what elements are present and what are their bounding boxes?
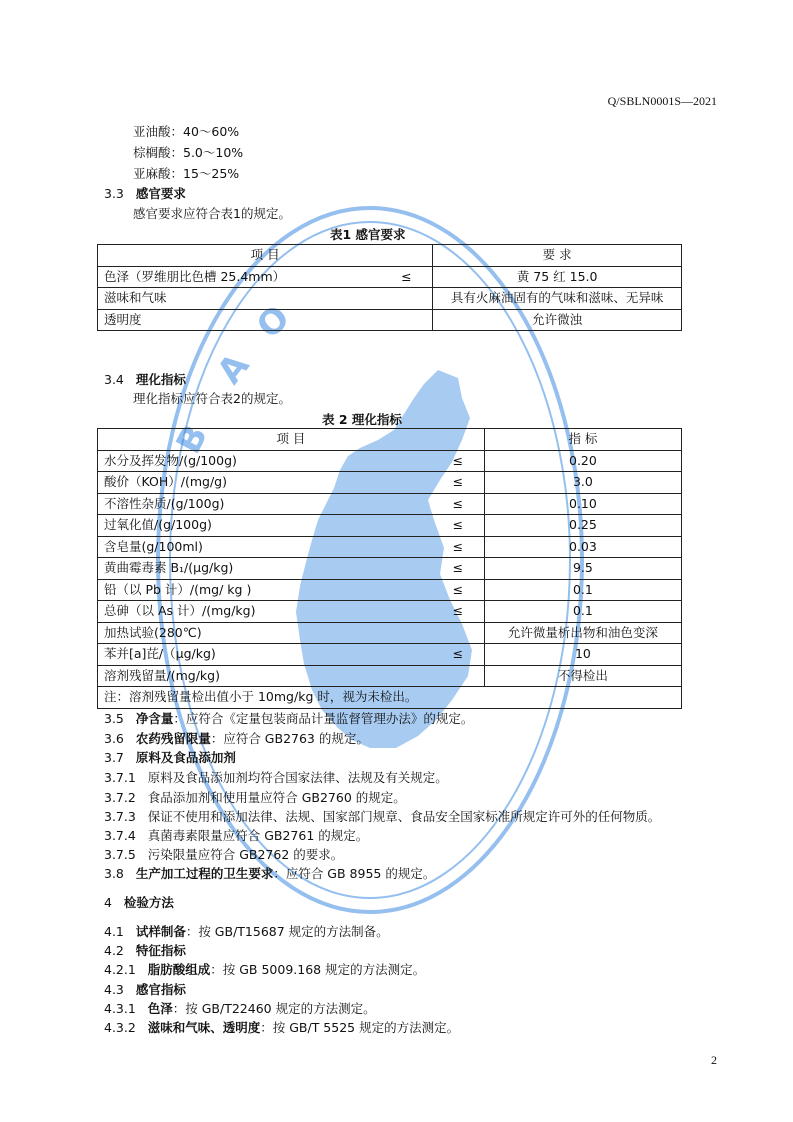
clause-title: 检验方法 bbox=[123, 895, 174, 910]
clause-title: 原料及食品添加剂 bbox=[135, 750, 236, 765]
item-cell: 色泽（罗维朋比色槽 25.4mm） bbox=[98, 266, 381, 288]
operator-cell: ≤ bbox=[432, 601, 485, 623]
clause-3-5 bbox=[104, 709, 473, 727]
clause-title: 特征指标 bbox=[135, 943, 186, 958]
value-cell: 具有火麻油固有的气味和滋味、无异味 bbox=[433, 288, 682, 310]
clause-text: ：按 GB/T 5525 规定的方法测定。 bbox=[260, 1020, 460, 1035]
section-3-4-text: 理化指标应符合表2的规定。 bbox=[133, 391, 291, 406]
clause-title: 滋味和气味、透明度 bbox=[147, 1020, 261, 1035]
clause-3-7-2 bbox=[104, 788, 406, 806]
clause-4-1 bbox=[104, 922, 389, 940]
clause-text: 食品添加剂和使用量应符合 GB2760 的规定。 bbox=[147, 790, 406, 805]
document-number: Q/SBLN0001S—2021 bbox=[607, 94, 717, 108]
clause-number: 3.5 bbox=[104, 711, 124, 726]
clause-text: ：按 GB/T22460 规定的方法测定。 bbox=[172, 1001, 376, 1016]
value-cell: 黄 75 红 15.0 bbox=[433, 266, 682, 288]
value-cell: 不得检出 bbox=[484, 665, 681, 687]
clause-number: 4.1 bbox=[104, 924, 124, 939]
value-cell: 0.20 bbox=[484, 450, 681, 472]
operator-cell bbox=[380, 309, 433, 331]
clause-title: 农药残留限量 bbox=[135, 731, 211, 746]
column-header: 项 目 bbox=[98, 429, 485, 451]
table-row bbox=[98, 622, 682, 644]
clause-4-2 bbox=[104, 941, 186, 959]
table-row bbox=[98, 665, 682, 687]
stamp-letter-b: B bbox=[168, 418, 217, 461]
clause-number: 4.2.1 bbox=[104, 962, 136, 977]
clause-text: ：按 GB/T15687 规定的方法制备。 bbox=[185, 924, 389, 939]
table-row bbox=[98, 450, 682, 472]
value-cell: 0.1 bbox=[484, 601, 681, 623]
clause-number: 4.3 bbox=[104, 982, 124, 997]
item-cell: 不溶性杂质/(g/100g) bbox=[98, 493, 432, 515]
clause-title: 感官指标 bbox=[135, 982, 186, 997]
section-3-3-heading bbox=[104, 184, 186, 202]
clause-4-3-2 bbox=[104, 1018, 459, 1036]
section-3-4-heading bbox=[104, 370, 186, 388]
table-row bbox=[98, 266, 682, 288]
clause-number: 3.7.5 bbox=[104, 847, 136, 862]
clause-3-8 bbox=[104, 864, 435, 882]
item-cell: 水分及挥发物/(g/100g) bbox=[98, 450, 432, 472]
table-row bbox=[98, 288, 682, 310]
item-cell: 含皂量(g/100ml) bbox=[98, 536, 432, 558]
operator-cell: ≤ bbox=[432, 493, 485, 515]
value-cell: 10 bbox=[484, 644, 681, 666]
value-cell: 0.10 bbox=[484, 493, 681, 515]
value-cell: 0.03 bbox=[484, 536, 681, 558]
clause-number: 3.7.2 bbox=[104, 790, 136, 805]
section-title: 感官要求 bbox=[135, 186, 186, 201]
operator-cell: ≤ bbox=[432, 450, 485, 472]
clause-number: 3.7.4 bbox=[104, 828, 136, 843]
clause-number: 4 bbox=[104, 895, 112, 910]
value-cell: 0.1 bbox=[484, 579, 681, 601]
table-header-row bbox=[98, 245, 682, 267]
fatty-acid-line: 亚油酸：40～60% bbox=[133, 124, 240, 139]
operator-cell: ≤ bbox=[432, 515, 485, 537]
table-row bbox=[98, 493, 682, 515]
item-cell: 加热试验(280℃) bbox=[98, 622, 432, 644]
value-cell: 9.5 bbox=[484, 558, 681, 580]
column-header: 指 标 bbox=[484, 429, 681, 451]
page-number: 2 bbox=[711, 1053, 717, 1067]
clause-4 bbox=[104, 893, 174, 911]
clause-4-3 bbox=[104, 980, 186, 998]
clause-3-7-1 bbox=[104, 768, 448, 786]
section-number: 3.3 bbox=[104, 186, 124, 201]
operator-cell bbox=[380, 288, 433, 310]
clause-4-2-1 bbox=[104, 960, 425, 978]
operator-cell: ≤ bbox=[432, 536, 485, 558]
operator-cell bbox=[432, 665, 485, 687]
clause-text: 污染限量应符合 GB2762 的要求。 bbox=[147, 847, 344, 862]
value-cell: 0.25 bbox=[484, 515, 681, 537]
table-row bbox=[98, 601, 682, 623]
fatty-acid-line: 亚麻酸：15～25% bbox=[133, 166, 240, 181]
clause-number: 3.7.3 bbox=[104, 809, 136, 824]
value-cell: 允许微浊 bbox=[433, 309, 682, 331]
stamp-letter-o: O bbox=[249, 297, 298, 347]
table-note: 注：溶剂残留量检出值小于 10mg/kg 时，视为未检出。 bbox=[98, 687, 682, 709]
section-title: 理化指标 bbox=[135, 372, 186, 387]
column-header: 项 目 bbox=[98, 245, 433, 267]
operator-cell: ≤ bbox=[432, 644, 485, 666]
table2-caption: 表 2 理化指标 bbox=[322, 412, 402, 427]
clause-number: 4.2 bbox=[104, 943, 124, 958]
operator-cell: ≤ bbox=[432, 472, 485, 494]
clause-number: 3.8 bbox=[104, 866, 124, 881]
table-row bbox=[98, 644, 682, 666]
fatty-acid-line: 棕榈酸：5.0～10% bbox=[133, 145, 244, 160]
item-cell: 透明度 bbox=[98, 309, 381, 331]
table1-caption: 表1 感官要求 bbox=[330, 227, 406, 242]
clause-title: 生产加工过程的卫生要求 bbox=[135, 866, 274, 881]
clause-text: 原料及食品添加剂均符合国家法律、法规及有关规定。 bbox=[147, 770, 448, 785]
item-cell: 酸价（KOH）/(mg/g) bbox=[98, 472, 432, 494]
clause-3-7-5 bbox=[104, 845, 343, 863]
clause-number: 4.3.1 bbox=[104, 1001, 136, 1016]
table-row bbox=[98, 515, 682, 537]
clause-3-7 bbox=[104, 748, 236, 766]
item-cell: 黄曲霉毒素 B₁/(μg/kg) bbox=[98, 558, 432, 580]
operator-cell: ≤ bbox=[380, 266, 433, 288]
clause-text: ：应符合 GB2763 的规定。 bbox=[210, 731, 369, 746]
clause-text: 保证不使用和添加法律、法规、国家部门规章、食品安全国家标准所规定许可外的任何物质。 bbox=[147, 809, 661, 824]
column-header: 要 求 bbox=[433, 245, 682, 267]
clause-4-3-1 bbox=[104, 999, 376, 1017]
table-header-row bbox=[98, 429, 682, 451]
clause-3-6 bbox=[104, 729, 369, 747]
section-number: 3.4 bbox=[104, 372, 124, 387]
item-cell: 过氧化值/(g/100g) bbox=[98, 515, 432, 537]
value-cell: 3.0 bbox=[484, 472, 681, 494]
operator-cell bbox=[432, 622, 485, 644]
clause-title: 试样制备 bbox=[135, 924, 186, 939]
clause-title: 色泽 bbox=[147, 1001, 173, 1016]
operator-cell: ≤ bbox=[432, 558, 485, 580]
clause-number: 3.7.1 bbox=[104, 770, 136, 785]
clause-number: 3.7 bbox=[104, 750, 124, 765]
clause-title: 净含量 bbox=[135, 711, 174, 726]
table-note-row bbox=[98, 687, 682, 709]
item-cell: 滋味和气味 bbox=[98, 288, 381, 310]
table-row bbox=[98, 309, 682, 331]
physicochemical-table bbox=[97, 428, 682, 709]
value-cell: 允许微量析出物和油色变深 bbox=[484, 622, 681, 644]
clause-3-7-3 bbox=[104, 807, 660, 825]
table-row bbox=[98, 579, 682, 601]
clause-text: ：应符合 GB 8955 的规定。 bbox=[273, 866, 436, 881]
table-row bbox=[98, 536, 682, 558]
clause-text: ：应符合《定量包装商品计量监督管理办法》的规定。 bbox=[173, 711, 474, 726]
clause-title: 脂肪酸组成 bbox=[147, 962, 211, 977]
item-cell: 铅（以 Pb 计）/(mg/ kg ) bbox=[98, 579, 432, 601]
section-3-3-text: 感官要求应符合表1的规定。 bbox=[133, 206, 291, 221]
table-row bbox=[98, 472, 682, 494]
clause-number: 4.3.2 bbox=[104, 1020, 136, 1035]
operator-cell: ≤ bbox=[432, 579, 485, 601]
sensory-table bbox=[97, 244, 682, 331]
item-cell: 溶剂残留量/(mg/kg) bbox=[98, 665, 432, 687]
clause-text: ：按 GB 5009.168 规定的方法测定。 bbox=[210, 962, 426, 977]
clause-number: 3.6 bbox=[104, 731, 124, 746]
stamp-letter-a: A bbox=[209, 346, 258, 392]
item-cell: 总砷（以 As 计）/(mg/kg) bbox=[98, 601, 432, 623]
clause-3-7-4 bbox=[104, 826, 368, 844]
clause-text: 真菌毒素限量应符合 GB2761 的规定。 bbox=[147, 828, 369, 843]
table-row bbox=[98, 558, 682, 580]
item-cell: 苯并[a]芘/（μg/kg) bbox=[98, 644, 432, 666]
